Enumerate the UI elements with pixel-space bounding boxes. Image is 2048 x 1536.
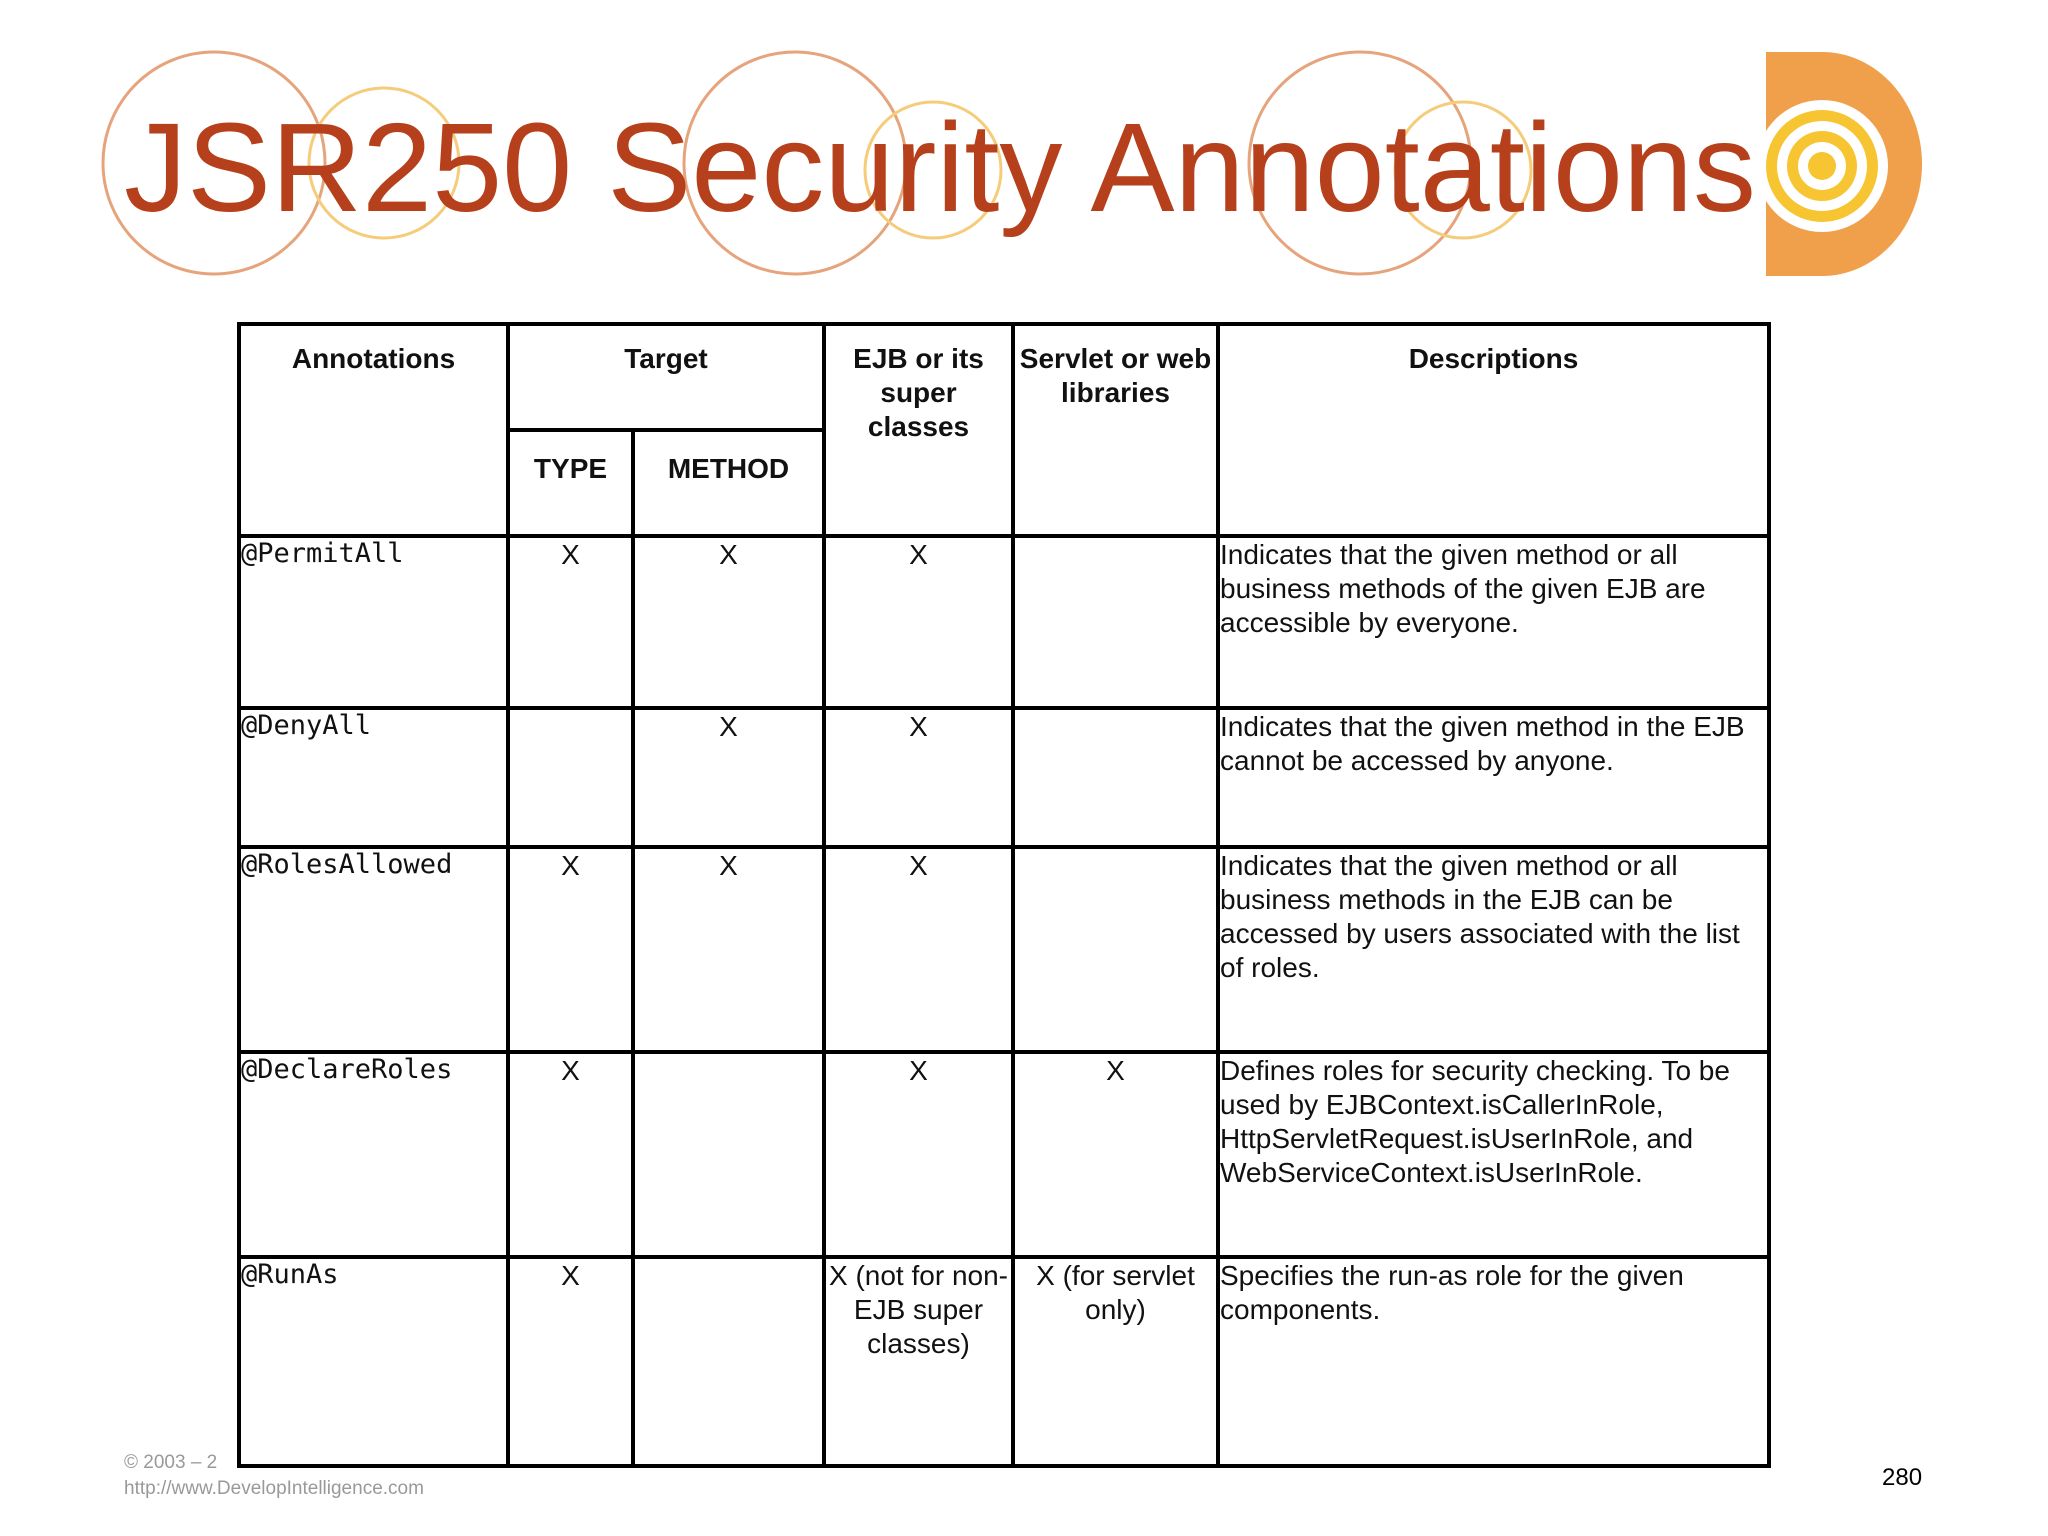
description: Defines roles for security checking. To be used by EJBContext.isCallerInRole, HttpServletRequest.isUserInRole, and WebServiceContext.isUserInRole. xyxy=(1218,1052,1769,1257)
type-mark: X xyxy=(508,1052,633,1257)
annotation-name: @DeclareRoles xyxy=(239,1052,508,1257)
header-method: METHOD xyxy=(633,430,824,536)
header-ejb-super-classes: EJB or its super classes xyxy=(824,324,1013,536)
ejb-mark: X (not for non-EJB super classes) xyxy=(824,1257,1013,1466)
servlet-mark xyxy=(1013,536,1218,708)
footer-url: http://www.DevelopIntelligence.com xyxy=(124,1478,424,1499)
annotation-name: @PermitAll xyxy=(239,536,508,708)
header-servlet-web-libraries: Servlet or web libraries xyxy=(1013,324,1218,536)
table-row xyxy=(239,1052,1769,1257)
header-descriptions: Descriptions xyxy=(1218,324,1769,536)
annotation-name: @RolesAllowed xyxy=(239,847,508,1052)
table-row xyxy=(239,847,1769,1052)
servlet-mark xyxy=(1013,847,1218,1052)
ejb-mark: X xyxy=(824,847,1013,1052)
description: Indicates that the given method in the EJB cannot be accessed by anyone. xyxy=(1218,708,1769,847)
page-number: 280 xyxy=(1882,1464,1923,1491)
table-row xyxy=(239,1257,1769,1466)
ejb-mark: X xyxy=(824,536,1013,708)
header-target: Target xyxy=(508,324,824,430)
annotation-name: @DenyAll xyxy=(239,708,508,847)
security-annotations-table xyxy=(237,322,1771,1468)
header-type: TYPE xyxy=(508,430,633,536)
description: Indicates that the given method or all business methods in the EJB can be accessed by users associated with the list of roles. xyxy=(1218,847,1769,1052)
footer-copyright: © 2003 – 2 xyxy=(124,1452,218,1473)
type-mark xyxy=(508,708,633,847)
description: Indicates that the given method or all business methods of the given EJB are accessible by everyone. xyxy=(1218,536,1769,708)
method-mark: X xyxy=(633,847,824,1052)
slide-title: JSR250 Security Annotations xyxy=(124,97,1756,238)
method-mark xyxy=(633,1257,824,1466)
ejb-mark: X xyxy=(824,1052,1013,1257)
type-mark: X xyxy=(508,847,633,1052)
annotation-name: @RunAs xyxy=(239,1257,508,1466)
type-mark: X xyxy=(508,536,633,708)
header-annotations: Annotations xyxy=(239,324,508,536)
ejb-mark: X xyxy=(824,708,1013,847)
servlet-mark xyxy=(1013,708,1218,847)
servlet-mark: X xyxy=(1013,1052,1218,1257)
method-mark: X xyxy=(633,536,824,708)
developintelligence-logo-icon xyxy=(1730,44,1930,284)
table-row xyxy=(239,708,1769,847)
table-row xyxy=(239,536,1769,708)
servlet-mark: X (for servlet only) xyxy=(1013,1257,1218,1466)
method-mark: X xyxy=(633,708,824,847)
description: Specifies the run-as role for the given components. xyxy=(1218,1257,1769,1466)
method-mark xyxy=(633,1052,824,1257)
type-mark: X xyxy=(508,1257,633,1466)
